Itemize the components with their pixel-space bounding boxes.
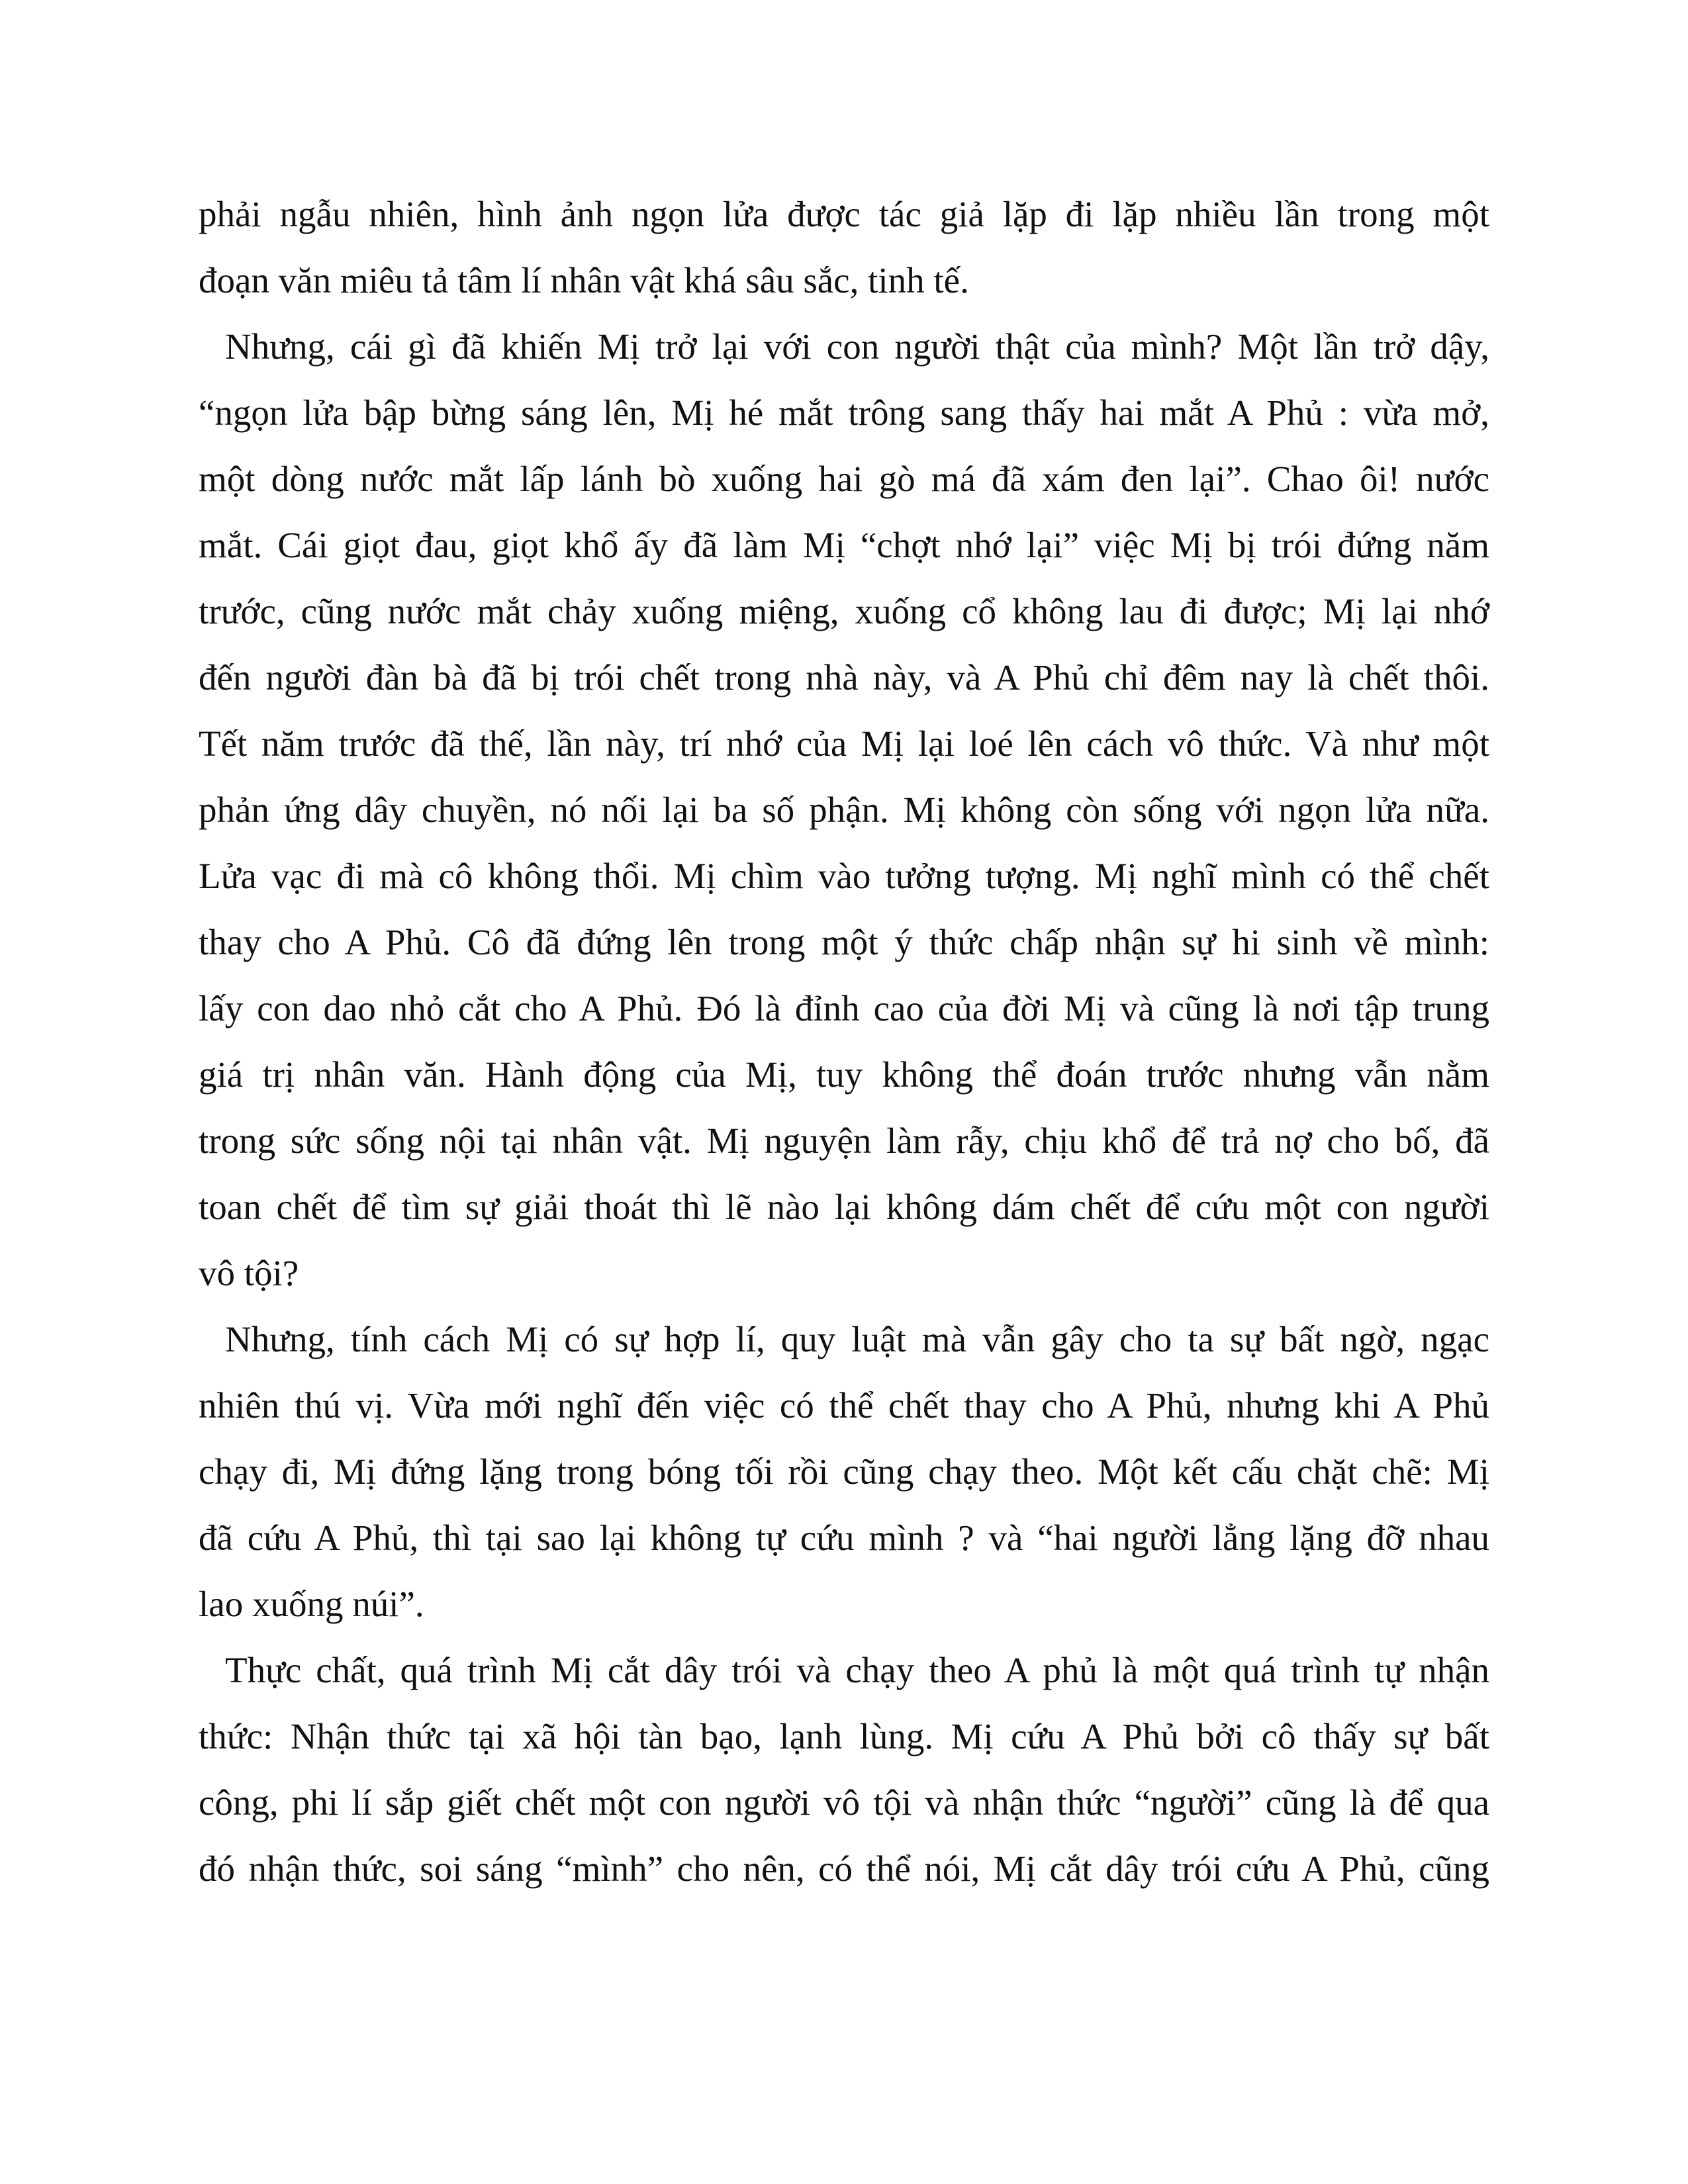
text-line: chạy đi, Mị đứng lặng trong bóng tối rồi cũng chạy theo. Một kết cấu chặt chẽ: Mị [199, 1451, 1489, 1492]
text-line: một dòng nước mắt lấp lánh bò xuống hai gò má đã xám đen lại”. Chao ôi! nước [199, 459, 1489, 499]
text-line: Nhưng, tính cách Mị có sự hợp lí, quy luật mà vẫn gây cho ta sự bất ngờ, ngạc [225, 1319, 1489, 1359]
body-text [199, 181, 1489, 1902]
paragraph-2 [199, 314, 1489, 1306]
text-line: thay cho A Phủ. Cô đã đứng lên trong một ý thức chấp nhận sự hi sinh về mình: [199, 922, 1489, 962]
paragraph-1 [199, 181, 1489, 314]
text-line: trong sức sống nội tại nhân vật. Mị nguyện làm rẫy, chịu khổ để trả nợ cho bố, đã [199, 1120, 1489, 1161]
text-line: Lửa vạc đi mà cô không thổi. Mị chìm vào tưởng tượng. Mị nghĩ mình có thể chết [199, 856, 1489, 896]
text-line: trước, cũng nước mắt chảy xuống miệng, xuống cổ không lau đi được; Mị lại nhớ [199, 591, 1489, 631]
text-line: đoạn văn miêu tả tâm lí nhân vật khá sâu sắc, tinh tế. [199, 260, 969, 300]
text-line: mắt. Cái giọt đau, giọt khổ ấy đã làm Mị “chợt nhớ lại” việc Mị bị trói đứng năm [199, 525, 1489, 565]
paragraph-3 [199, 1306, 1489, 1637]
text-line: lấy con dao nhỏ cắt cho A Phủ. Đó là đỉnh cao của đời Mị và cũng là nơi tập trung [199, 988, 1489, 1028]
paragraph-4 [199, 1637, 1489, 1902]
text-line: vô tội? [199, 1253, 299, 1293]
text-line: toan chết để tìm sự giải thoát thì lẽ nào lại không dám chết để cứu một con người [199, 1187, 1489, 1227]
text-line: “ngọn lửa bập bừng sáng lên, Mị hé mắt trông sang thấy hai mắt A Phủ : vừa mở, [199, 392, 1489, 433]
text-line: đó nhận thức, soi sáng “mình” cho nên, có thể nói, Mị cắt dây trói cứu A Phủ, cũng [199, 1848, 1489, 1889]
text-line: Thực chất, quá trình Mị cắt dây trói và chạy theo A phủ là một quá trình tự nhận [225, 1650, 1489, 1690]
text-line: phải ngẫu nhiên, hình ảnh ngọn lửa được tác giả lặp đi lặp nhiều lần trong một [199, 194, 1489, 234]
text-line: lao xuống núi”. [199, 1584, 424, 1624]
text-line: giá trị nhân văn. Hành động của Mị, tuy không thể đoán trước nhưng vẫn nằm [199, 1054, 1489, 1095]
text-line: Tết năm trước đã thế, lần này, trí nhớ của Mị lại loé lên cách vô thức. Và như một [199, 723, 1489, 764]
text-line: đến người đàn bà đã bị trói chết trong nhà này, và A Phủ chỉ đêm nay là chết thôi. [199, 657, 1489, 698]
text-line: thức: Nhận thức tại xã hội tàn bạo, lạnh lùng. Mị cứu A Phủ bởi cô thấy sự bất [199, 1716, 1489, 1756]
text-line: nhiên thú vị. Vừa mới nghĩ đến việc có thể chết thay cho A Phủ, nhưng khi A Phủ [199, 1385, 1489, 1426]
text-line: Nhưng, cái gì đã khiến Mị trở lại với con người thật của mình? Một lần trở dậy, [225, 326, 1489, 367]
text-line: công, phi lí sắp giết chết một con người vô tội và nhận thức “người” cũng là để qua [199, 1782, 1489, 1823]
text-line: phản ứng dây chuyền, nó nối lại ba số phận. Mị không còn sống với ngọn lửa nữa. [199, 790, 1489, 830]
text-line: đã cứu A Phủ, thì tại sao lại không tự cứu mình ? và “hai người lẳng lặng đỡ nhau [199, 1518, 1489, 1558]
